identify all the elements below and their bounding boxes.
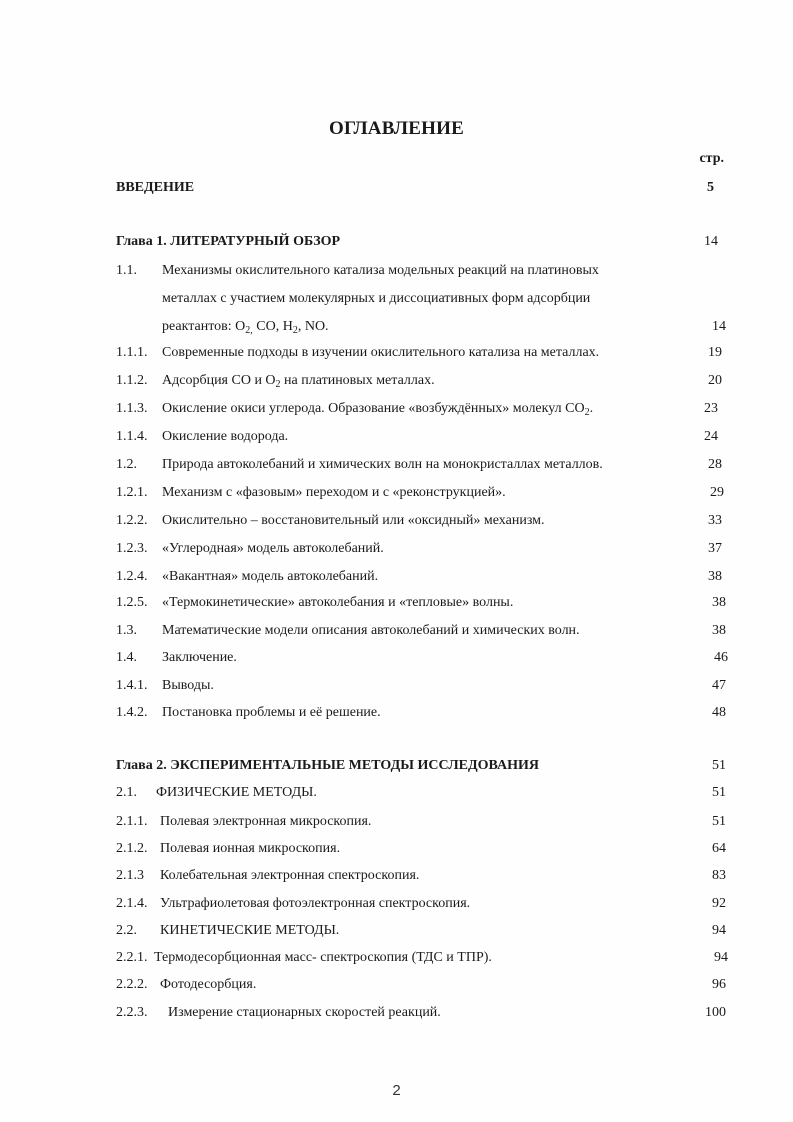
toc-entry-page: 37 [708,541,722,556]
toc-entry-number: 1.1.3. [116,401,148,416]
toc-entry-page: 29 [710,485,724,500]
toc-entry-page: 14 [704,234,718,249]
toc-entry-1-2-2[interactable] [116,511,726,531]
page-number: 2 [392,1082,401,1099]
toc-entry-number: 1.2. [116,457,137,472]
toc-entry-2-2-2[interactable] [116,975,726,995]
toc-entry-text: «Углеродная» модель автоколебаний. [162,541,384,556]
toc-entry-text: Механизм с «фазовым» переходом и с «реконструкцией». [162,485,506,500]
toc-entry-page: 20 [708,373,722,388]
toc-entry-1-1-4[interactable] [116,427,726,447]
toc-entry-text: Математические модели описания автоколебаний и химических волн. [162,623,580,638]
toc-entry-1-2-5[interactable] [116,593,726,613]
toc-entry-page: 48 [712,705,726,720]
toc-entry-2-2-3[interactable] [116,1003,726,1023]
toc-entry-number: 1.1. [116,263,137,278]
toc-entry-2-1-4[interactable] [116,894,726,914]
page-column-label: стр. [699,151,724,166]
toc-entry-page: 38 [708,569,722,584]
toc-entry-text-line: Механизмы окислительного катализа модельных реакций на платиновых [162,263,599,278]
toc-entry-number: 2.1.3 [116,868,144,883]
toc-entry-number: 1.2.5. [116,595,148,610]
toc-entry-text: Природа автоколебаний и химических волн на монокристаллах металлов. [162,457,603,472]
toc-entry-number: 1.1.1. [116,345,148,360]
toc-entry-1-1[interactable] [116,261,726,341]
toc-entry-page: 51 [712,814,726,829]
toc-entry-2-1[interactable] [116,783,726,803]
toc-entry-page: 96 [712,977,726,992]
toc-entry-number: 1.2.4. [116,569,148,584]
toc-entry-text: Колебательная электронная спектроскопия. [160,868,420,883]
toc-entry-number: 1.4.1. [116,678,148,693]
toc-entry-1-2-1[interactable] [116,483,726,503]
toc-entry-page: 47 [712,678,726,693]
toc-entry-text: Измерение стационарных скоростей реакций. [168,1005,441,1020]
toc-entry-1-1-2[interactable] [116,371,726,391]
toc-entry-text: Глава 2. ЭКСПЕРИМЕНТАЛЬНЫЕ МЕТОДЫ ИССЛЕДОВАНИЯ [116,758,539,773]
toc-entry-1-4[interactable] [116,648,726,668]
toc-entry-text: Окисление водорода. [162,429,289,444]
toc-entry-number: 1.1.4. [116,429,148,444]
toc-entry-1-4-2[interactable] [116,703,726,723]
toc-entry-number: 2.2.1. [116,950,148,965]
toc-entry-text-line: реактантов: $O_{2,}$ CO, $H_2$, NO. [162,319,329,336]
toc-entry-text: Адсорбция CO и $O_2$ на платиновых металлах. [162,373,435,390]
toc-entry-1-2-3[interactable] [116,539,726,559]
toc-entry-page: 38 [712,595,726,610]
toc-entry-number: 2.2. [116,923,137,938]
toc-entry-text: Заключение. [162,650,237,665]
toc-entry-text: Окисление окиси углерода. Образование «возбуждённых» молекул $CO_2$. [162,401,594,418]
toc-entry-page: 51 [712,785,726,800]
toc-entry-page: 5 [707,180,714,195]
toc-entry-1-2-4[interactable] [116,567,726,587]
toc-entry-1-4-1[interactable] [116,676,726,696]
toc-entry-chapter-2[interactable] [116,756,726,776]
toc-entry-number: 1.1.2. [116,373,148,388]
toc-entry-page: 33 [708,513,722,528]
toc-entry-number: 1.4.2. [116,705,148,720]
toc-entry-number: 1.2.3. [116,541,148,556]
toc-entry-page: 94 [714,950,728,965]
toc-entry-page: 51 [712,758,726,773]
page-title: ОГЛАВЛЕНИЕ [329,118,464,139]
toc-entry-text: ФИЗИЧЕСКИЕ МЕТОДЫ. [156,785,317,800]
toc-entry-page: 28 [708,457,722,472]
toc-entry-number: 1.3. [116,623,137,638]
toc-entry-number: 2.2.2. [116,977,148,992]
toc-entry-number: 2.1.1. [116,814,148,829]
toc-entry-2-2[interactable] [116,921,726,941]
toc-entry-number: 2.2.3. [116,1005,148,1020]
toc-entry-page: 24 [704,429,718,444]
toc-entry-page: 14 [712,319,726,334]
toc-entry-text: ВВЕДЕНИЕ [116,180,195,195]
toc-entry-chapter-1[interactable] [116,232,726,252]
toc-entry-text: «Термокинетические» автоколебания и «тепловые» волны. [162,595,514,610]
toc-entry-2-1-1[interactable] [116,812,726,832]
toc-entry-text: Термодесорбционная масс- спектроскопия (ТДС и ТПР). [154,950,492,965]
toc-entry-text: Постановка проблемы и её решение. [162,705,381,720]
toc-entry-page: 64 [712,841,726,856]
toc-entry-1-2[interactable] [116,455,726,475]
toc-entry-text: Глава 1. ЛИТЕРАТУРНЫЙ ОБЗОР [116,234,341,249]
toc-entry-number: 2.1.2. [116,841,148,856]
toc-entry-number: 2.1. [116,785,137,800]
toc-entry-page: 46 [714,650,728,665]
toc-entry-2-2-1[interactable] [116,948,726,968]
toc-entry-number: 1.2.2. [116,513,148,528]
toc-entry-text: Окислительно – восстановительный или «оксидный» механизм. [162,513,545,528]
toc-entry-page: 83 [712,868,726,883]
toc-entry-number: 1.4. [116,650,137,665]
toc-entry-2-1-3[interactable] [116,866,726,886]
toc-entry-number: 1.2.1. [116,485,148,500]
toc-entry-page: 38 [712,623,726,638]
toc-entry-text: Современные подходы в изучении окислительного катализа на металлах. [162,345,600,360]
toc-entry-page: 23 [704,401,718,416]
toc-entry-text: Фотодесорбция. [160,977,257,992]
toc-entry-text-line: металлах с участием молекулярных и диссоциативных форм адсорбции [162,291,591,306]
toc-entry-text: Полевая электронная микроскопия. [160,814,372,829]
toc-entry-intro[interactable] [116,178,726,198]
toc-entry-text: Ультрафиолетовая фотоэлектронная спектроскопия. [160,896,471,911]
toc-entry-page: 19 [708,345,722,360]
toc-entry-page: 100 [705,1005,726,1020]
toc-entry-text: Полевая ионная микроскопия. [160,841,341,856]
toc-entry-number: 2.1.4. [116,896,148,911]
toc-entry-page: 94 [712,923,726,938]
toc-entry-1-1-1[interactable] [116,343,726,363]
toc-entry-text: Выводы. [162,678,214,693]
toc-entry-page: 92 [712,896,726,911]
toc-entry-1-3[interactable] [116,621,726,641]
toc-entry-1-1-3[interactable] [116,399,726,419]
toc-entry-2-1-2[interactable] [116,839,726,859]
toc-entry-text: «Вакантная» модель автоколебаний. [162,569,379,584]
toc-entry-text: КИНЕТИЧЕСКИЕ МЕТОДЫ. [160,923,340,938]
